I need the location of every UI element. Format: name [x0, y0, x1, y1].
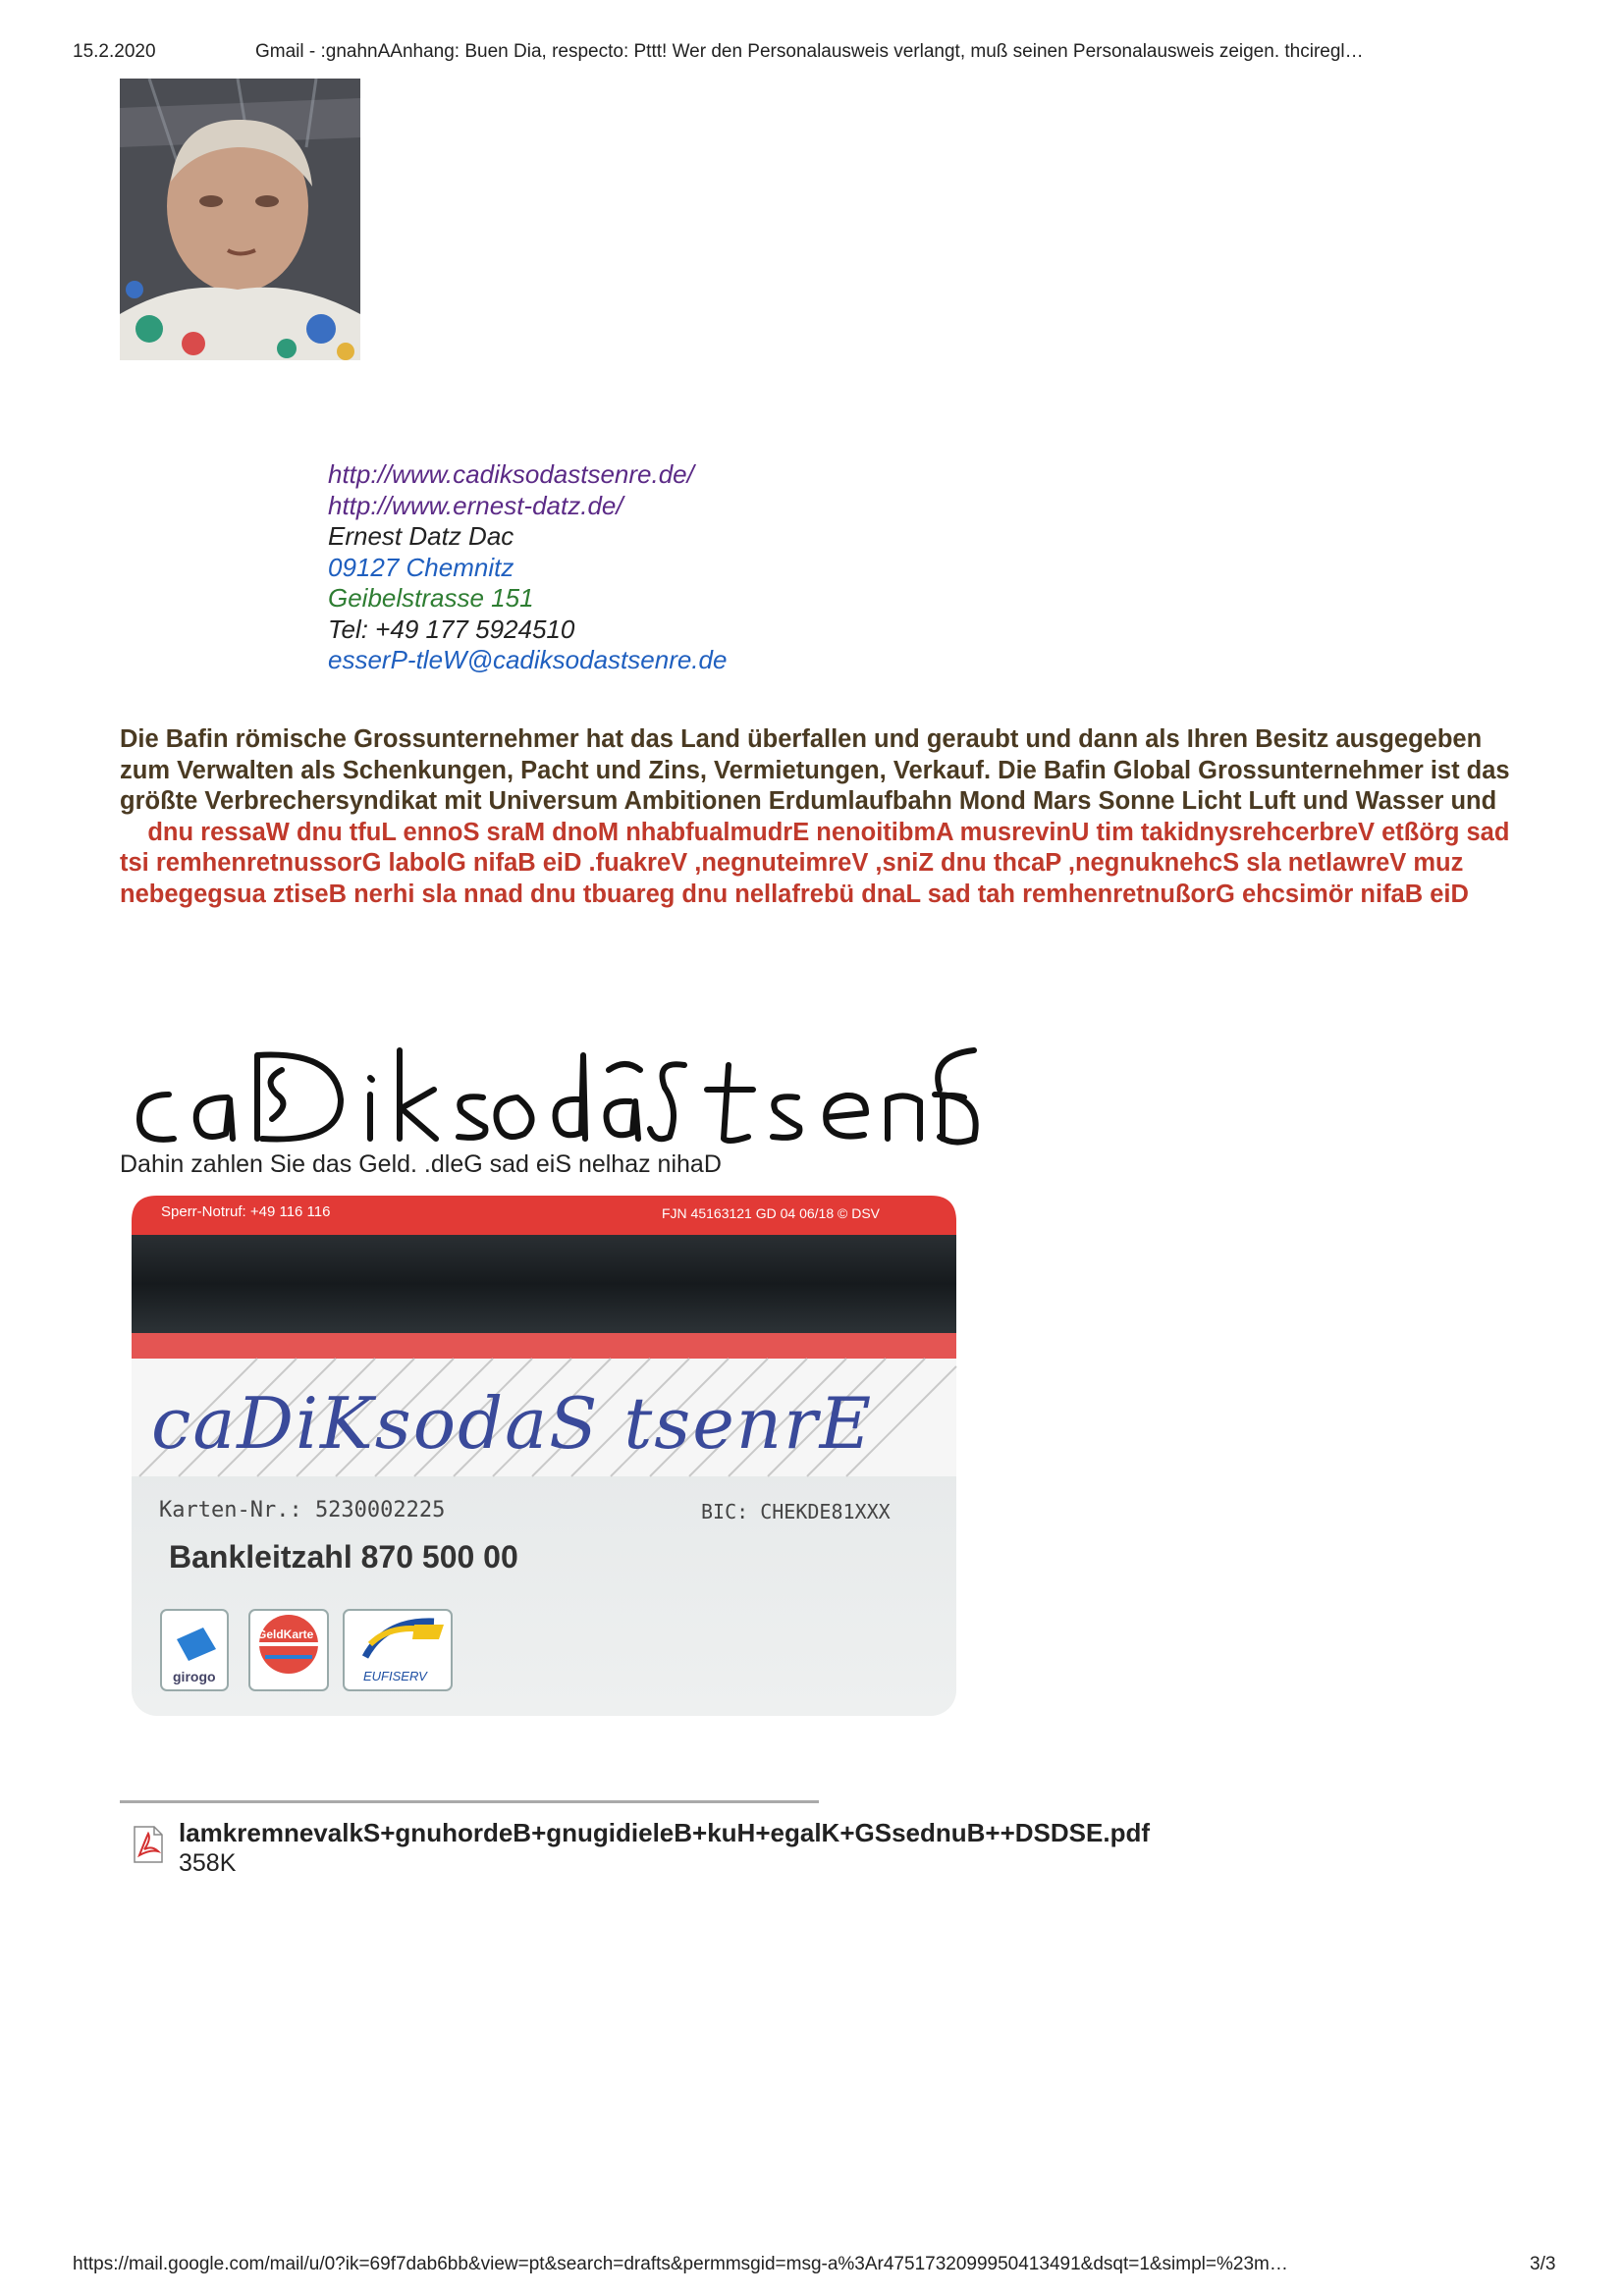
- attachment-filename[interactable]: lamkremnevalkS+gnuhordeB+gnugidieleB+kuH+egalK+GSsednuB++DSDSE.pdf: [179, 1818, 1151, 1847]
- email-subject: Gmail - :gnahnAAnhang: Buen Dia, respecto: Pttt! Wer den Personalausweis verlangt, muß seinen Personalausweis zeigen. thciregl…: [255, 41, 1364, 62]
- pdf-file-icon: [133, 1826, 164, 1863]
- signature-street: Geibelstrasse 151: [328, 583, 534, 613]
- signature-name: Ernest Datz Dac: [328, 521, 514, 551]
- website-link-2[interactable]: http://www.ernest-datz.de/: [328, 490, 623, 520]
- body-text-reversed: dnu ressaW dnu tfuL ennoS sraM dnoM nhabfualmudrE nenoitibmA musrevinU tim takidnysrehcerbreV etßörg sad tsi remhenretnussorG labolG nifaB eiD .fuakreV ,negnuteimreV ,sniZ dnu thcaP ,negnuknehcS sla netlawreV muz nebegegsua ztiseB nerhi sla nnad dnu tbuareg dnu nellafrebü dnaL sad tah remhenretnußorG ehcsimör nifaB eiD: [120, 818, 1510, 908]
- card-code: FJN 45163121 GD 04 06/18 © DSV: [662, 1205, 880, 1221]
- attachment-divider: [120, 1800, 819, 1803]
- page-url: https://mail.google.com/mail/u/0?ik=69f7dab6bb&view=pt&search=drafts&permmsgid=msg-a%3Ar4751732099950413491&dsqt=1&simpl=%23m…: [73, 2254, 1288, 2274]
- signature-phone: Tel: +49 177 5924510: [328, 614, 575, 644]
- bank-card-image: [120, 1188, 964, 1726]
- profile-photo: [120, 79, 360, 360]
- website-link-1[interactable]: http://www.cadiksodastsenre.de/: [328, 459, 694, 489]
- geldkarte-logo: GeldKarte: [257, 1628, 314, 1641]
- card-number: Karten-Nr.: 5230002225: [159, 1498, 446, 1522]
- card-hotline: Sperr-Notruf: +49 116 116: [161, 1203, 331, 1220]
- card-bank-code: Bankleitzahl 870 500 00: [169, 1539, 518, 1575]
- attachment-size: 358K: [179, 1849, 237, 1877]
- body-text-normal: Die Bafin römische Grossunternehmer hat das Land überfallen und geraubt und dann als Ihren Besitz ausgegeben zum Verwalten als Schenkungen, Pacht und Zins, Vermietungen, Verkauf. Die Bafin Global Grossunternehmer ist das größte Verbrechersyndikat mit Universum Ambitionen Erdumlaufbahn Mond Mars Sonne Licht Luft und Wasser und: [120, 725, 1510, 815]
- girogo-logo: girogo: [173, 1669, 216, 1684]
- handwritten-name-image: [120, 1011, 984, 1148]
- card-signature: caDiKsodaS tsenrE: [151, 1382, 874, 1465]
- print-date: 15.2.2020: [73, 41, 156, 62]
- signature-email[interactable]: esserP-tleW@cadiksodastsenre.de: [328, 645, 728, 674]
- signature-city[interactable]: 09127 Chemnitz: [328, 552, 514, 582]
- message-body: [120, 724, 1524, 910]
- eufiserv-logo: EUFISERV: [363, 1669, 427, 1683]
- handwriting-caption: Dahin zahlen Sie das Geld. .dleG sad eiS nelhaz nihaD: [120, 1150, 722, 1178]
- card-bic: BIC: CHEKDE81XXX: [701, 1500, 891, 1523]
- page-number: 3/3: [1530, 2254, 1556, 2274]
- email-signature: [328, 459, 727, 676]
